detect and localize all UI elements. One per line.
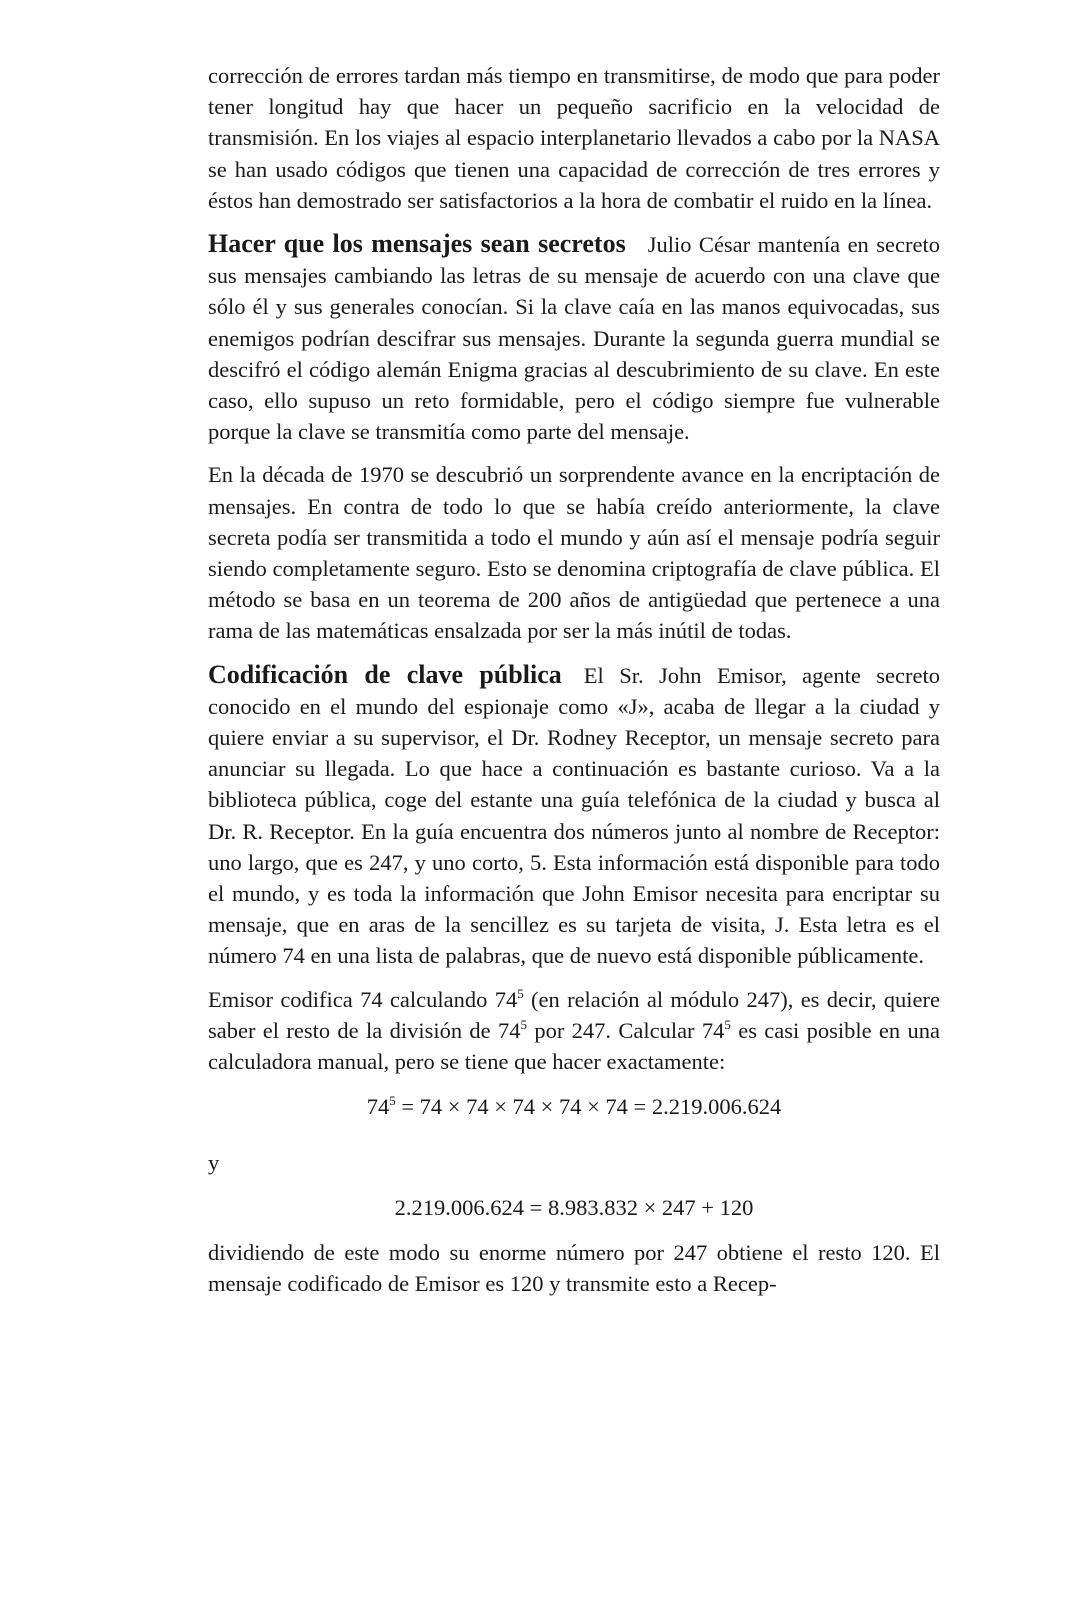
equation-division: 2.219.006.624 = 8.983.832 × 247 + 120 bbox=[394, 1194, 754, 1220]
encoding-text-1: Emisor codifica 74 calculando 74 bbox=[208, 986, 518, 1012]
paragraph-public-key-coding-text: El Sr. John Emisor, agente secreto conocido en el mundo del espionaje como «J», acaba de llegar a la ciudad y quiere enviar a su supervisor, el Dr. Rodney Receptor, un mensaje secreto para anunciar su llegada. Lo que hace a continuación es bastante curioso. Va a la biblioteca pública, coge del estante una guía telefónica de la ciudad y busca al Dr. R. Receptor. En la guía encuentra dos números junto al nombre de Receptor: uno largo, que es 247, y uno corto, 5. Esta información está disponible para todo el mundo, y es toda la información que John Emisor necesita para encriptar su mensaje, que en aras de la sencillez es su tarjeta de visita, J. Esta letra es el número 74 en una lista de palabras, que de nuevo está disponible públicamente. bbox=[208, 662, 941, 969]
equation-power-base: 74 bbox=[366, 1094, 390, 1120]
page-body bbox=[208, 60, 940, 1299]
encoding-text-3: por 247. Calcular 74 bbox=[526, 1017, 725, 1043]
equation-power bbox=[208, 1091, 940, 1122]
exponent: 5 bbox=[520, 1016, 527, 1032]
equation-power-rest: = 74 × 74 × 74 × 74 × 74 = 2.219.006.624 bbox=[395, 1094, 782, 1120]
encoding-text-4: es casi posible en una calculadora manual, pero se tiene que hacer exactamente: bbox=[208, 1017, 940, 1075]
exponent: 5 bbox=[389, 1093, 396, 1109]
heading-secret-messages: Hacer que los mensajes sean secretos bbox=[208, 229, 626, 259]
paragraph-secret-messages-text: Julio César mantenía en secreto sus mensajes cambiando las letras de su mensaje de acuerdo con una clave que sólo él y sus generales conocían. Si la clave caía en las manos equivocadas, sus enemigos podrían descifrar sus mensajes. Durante la segunda guerra mundial se descifró el código alemán Enigma gracias al descubrimiento de su clave. En este caso, ello supuso un reto formidable, pero el código siempre fue vulnerable porque la clave se transmitía como parte del mensaje. bbox=[208, 232, 940, 445]
exponent: 5 bbox=[724, 1016, 731, 1032]
paragraph-encoding bbox=[208, 984, 940, 1078]
conjunction-y: y bbox=[208, 1149, 220, 1175]
paragraph-secret-messages bbox=[208, 228, 940, 447]
paragraph-error-correction: corrección de errores tardan más tiempo en transmitirse, de modo que para poder tener longitud hay que hacer un pequeño sacrificio en la velocidad de transmisión. En los viajes al espacio interplanetario llevados a cabo por la NASA se han usado códigos que tienen una capacidad de corrección de tres errores y éstos han demostrado ser satisfactorios a la hora de combatir el ruido en la línea. bbox=[208, 63, 940, 213]
paragraph-public-key-coding bbox=[208, 659, 940, 972]
paragraph-public-key-discovery: En la década de 1970 se descubrió un sorprendente avance en la encriptación de mensajes. En contra de todo lo que se había creído anteriormente, la clave secreta podía ser transmitida a todo el mundo y aún así el mensaje podría seguir siendo completamente seguro. Esto se denomina criptografía de clave pública. El método se basa en un teorema de 200 años de antigüedad que pertenece a una rama de las matemáticas ensalzada por ser la más inútil de todas. bbox=[208, 462, 940, 644]
heading-public-key-coding: Codificación de clave pública bbox=[208, 659, 562, 689]
exponent: 5 bbox=[517, 985, 524, 1001]
encoding-text-2: (en relación al módulo 247), es decir, quiere saber el resto de la división de 74 bbox=[208, 986, 940, 1043]
paragraph-remainder: dividiendo de este modo su enorme número por 247 obtiene el resto 120. El mensaje codificado de Emisor es 120 y transmite esto a Recep- bbox=[208, 1239, 940, 1297]
